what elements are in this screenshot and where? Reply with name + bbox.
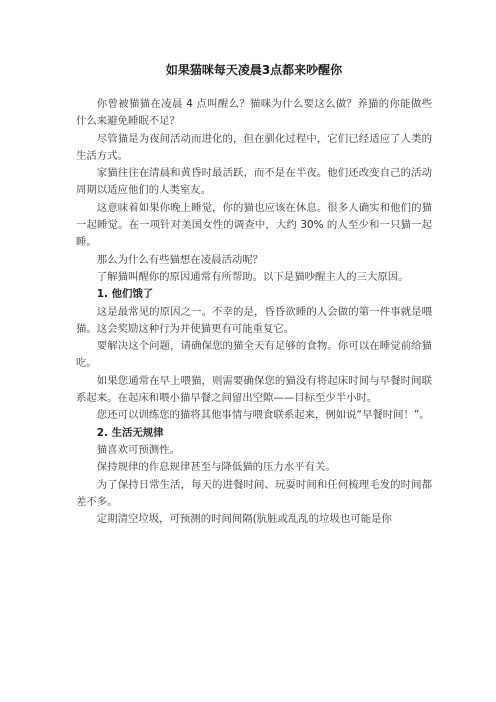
paragraph: 如果您通常在早上喂猫，则需要确保您的猫没有将起床时间与早餐时间联系起来。在起床和喂小猫早餐之间留出空隙——目标至少半小时。	[76, 374, 432, 405]
paragraph: 保持规律的作息规律甚至与降低猫的压力水平有关。	[96, 461, 336, 474]
paragraph: 这意味着如果你晚上睡觉，你的猫也应该在休息。很多人确实和他们的猫一起睡觉。在一项针对美国女性的调查中，大约 30% 的人至少和一只猫一起睡。	[76, 201, 432, 249]
paragraph: 家猫往往在清晨和黄昏时最活跃，而不是在半夜。他们还改变自己的活动周期以适应他们的人类室友。	[76, 167, 432, 197]
document-body	[76, 96, 432, 528]
paragraph: 尽管猫是为夜间活动而进化的，但在驯化过程中，它们已经适应了人类的生活方式。	[76, 132, 432, 162]
section-heading: 1. 他们饿了	[96, 288, 154, 301]
paragraph: 定期清空垃圾，可预测的时间间隔(肮脏或乱乱的垃圾也可能是你	[96, 513, 392, 526]
paragraph: 那么为什么有些猫想在凌晨活动呢？	[96, 253, 264, 266]
paragraph: 了解猫叫醒你的原因通常有所帮助。以下是猫吵醒主人的三大原因。	[96, 270, 409, 283]
section-heading: 2. 生活无规律	[96, 426, 164, 439]
paragraph: 您还可以训练您的猫将其他事情与喂食联系起来，例如说“早餐时间！”。	[96, 409, 430, 422]
document-title: 如果猫咪每天凌晨3点都来吵醒你	[165, 63, 343, 77]
paragraph: 这是最常见的原因之一。不幸的是，昏昏欲睡的人会做的第一件事就是喂猫。这会奖励这种行为并使猫更有可能重复它。	[76, 305, 432, 335]
paragraph: 要解决这个问题，请确保您的猫全天有足够的食物。你可以在睡觉前给猫吃。	[76, 340, 432, 370]
paragraph: 你曾被猫猫在凌晨 4 点叫醒么？猫咪为什么要这么做？养猫的你能做些什么来避免睡眠不足？	[76, 98, 432, 128]
paragraph: 为了保持日常生活，每天的进餐时间、玩耍时间和任何梳理毛发的时间都差不多。	[76, 478, 432, 508]
paragraph: 猫喜欢可预测性。	[96, 443, 180, 456]
